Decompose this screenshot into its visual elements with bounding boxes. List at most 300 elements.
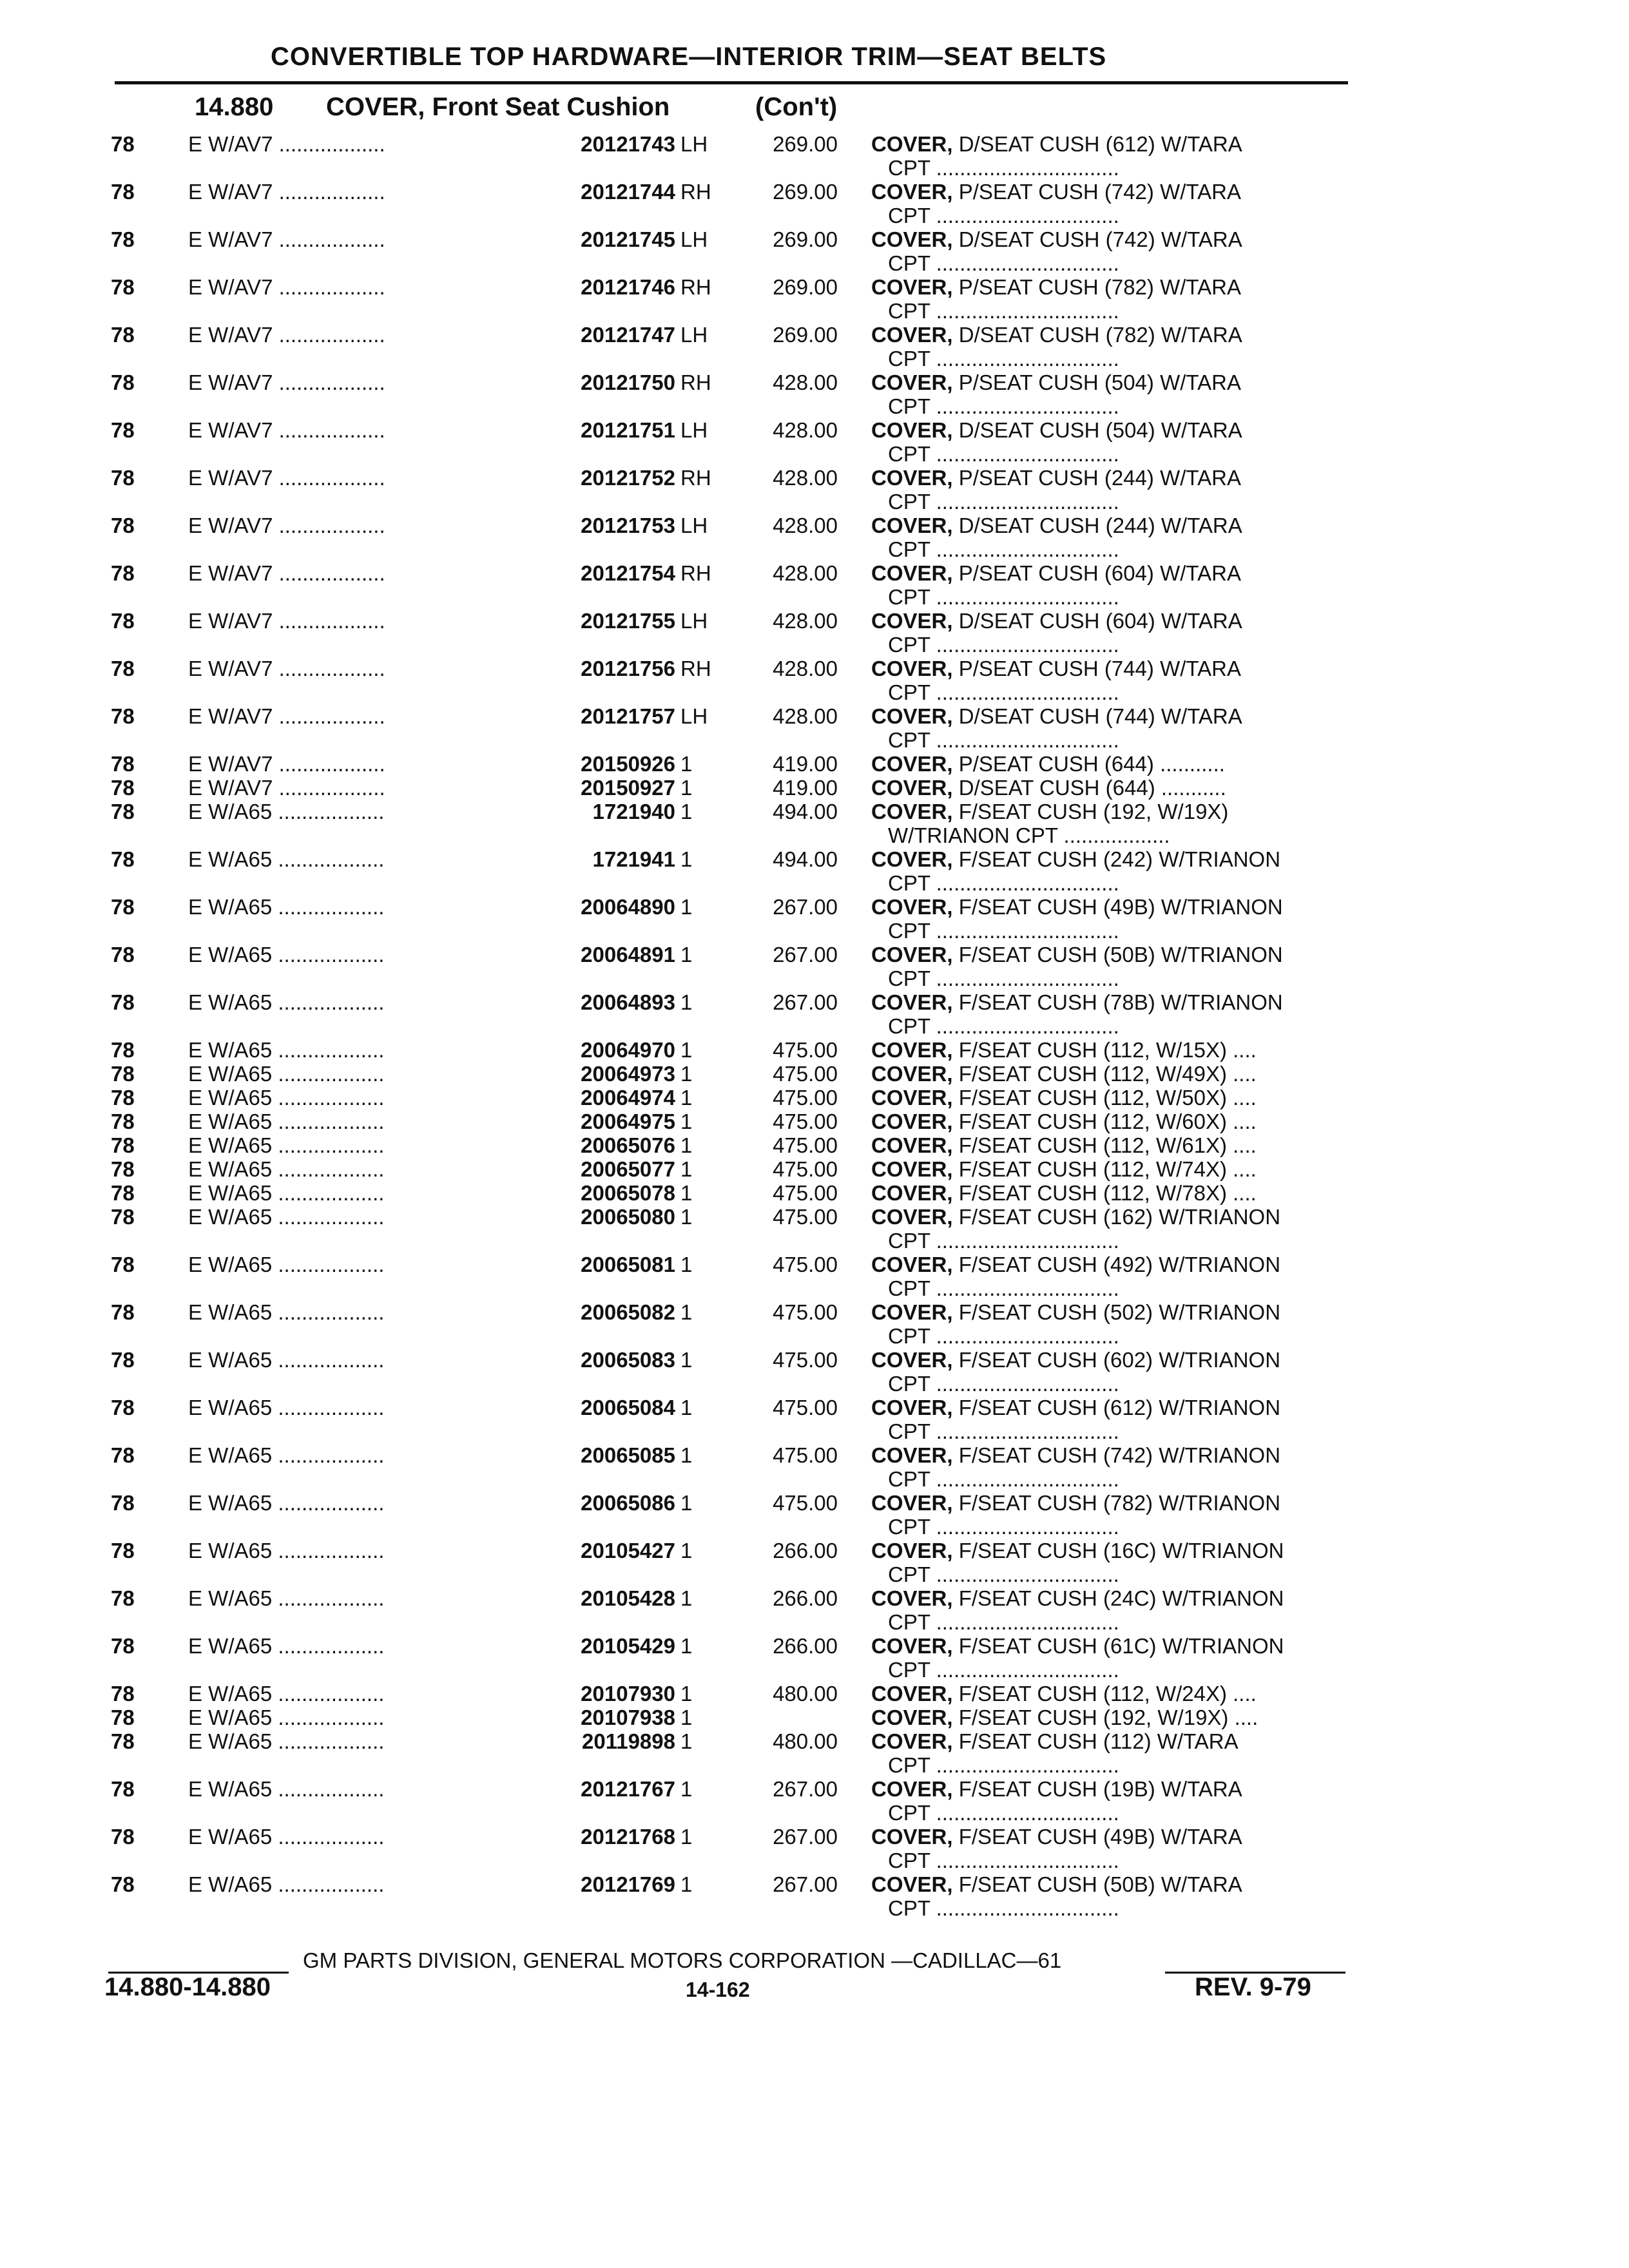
row-description-continued: CPT ............................... xyxy=(888,680,1119,704)
table-row xyxy=(0,1872,1629,1920)
table-row xyxy=(0,1682,1629,1706)
row-model: E W/A65 .................. xyxy=(188,1586,385,1610)
row-part-number: 20121744 xyxy=(477,180,675,204)
row-price: 475.00 xyxy=(773,1253,838,1276)
row-description xyxy=(871,1348,1335,1396)
row-description-continued: CPT ............................... xyxy=(888,1229,1119,1253)
footer-publisher: GM PARTS DIVISION, GENERAL MOTORS CORPORATION —CADILLAC—61 xyxy=(303,1948,1062,1972)
row-price: 428.00 xyxy=(773,704,838,728)
row-description xyxy=(871,1872,1335,1920)
row-part-number: 20121745 xyxy=(477,227,675,251)
row-description xyxy=(871,1157,1335,1181)
row-year: 78 xyxy=(111,1539,135,1562)
table-row xyxy=(0,1777,1629,1825)
table-row xyxy=(0,800,1629,847)
row-year: 78 xyxy=(111,1706,135,1729)
row-description-continued: CPT ............................... xyxy=(888,1896,1119,1920)
row-description-text: F/SEAT CUSH (78B) W/TRIANON xyxy=(952,990,1283,1014)
table-row xyxy=(0,514,1629,561)
row-description xyxy=(871,418,1335,466)
row-description-label: COVER, xyxy=(871,847,953,871)
row-quantity: 1 xyxy=(680,1205,693,1229)
row-part-number: 20064973 xyxy=(477,1062,675,1086)
row-part-number: 20065084 xyxy=(477,1396,675,1419)
row-model: E W/A65 .................. xyxy=(188,1086,385,1110)
row-price: 267.00 xyxy=(773,895,838,919)
row-description-text: F/SEAT CUSH (50B) W/TARA xyxy=(952,1872,1242,1896)
table-row xyxy=(0,1300,1629,1348)
row-model: E W/A65 .................. xyxy=(188,1634,385,1658)
row-description-label: COVER, xyxy=(871,1872,953,1896)
row-year: 78 xyxy=(111,1205,135,1229)
row-price: 475.00 xyxy=(773,1157,838,1181)
row-model: E W/A65 .................. xyxy=(188,895,385,919)
row-year: 78 xyxy=(111,1443,135,1467)
row-year: 78 xyxy=(111,227,135,251)
row-part-number: 20065085 xyxy=(477,1443,675,1467)
row-description-label: COVER, xyxy=(871,776,953,800)
parts-list xyxy=(0,132,1629,1920)
row-description xyxy=(871,514,1335,561)
row-quantity: 1 xyxy=(680,1133,693,1157)
row-year: 78 xyxy=(111,1157,135,1181)
row-description xyxy=(871,180,1335,227)
row-model: E W/AV7 .................. xyxy=(188,657,385,680)
row-price: 428.00 xyxy=(773,561,838,585)
row-model: E W/A65 .................. xyxy=(188,1062,385,1086)
row-quantity: RH xyxy=(680,657,711,680)
row-model: E W/AV7 .................. xyxy=(188,609,385,633)
row-model: E W/AV7 .................. xyxy=(188,776,385,800)
row-quantity: 1 xyxy=(680,1539,693,1562)
row-year: 78 xyxy=(111,1038,135,1062)
row-description-continued: W/TRIANON CPT .................. xyxy=(888,823,1170,847)
section-continued: (Con't) xyxy=(755,93,838,121)
row-quantity: 1 xyxy=(680,1181,693,1205)
row-part-number: 20121754 xyxy=(477,561,675,585)
footer-section-range: 14.880-14.880 xyxy=(104,1973,271,2001)
row-price: 428.00 xyxy=(773,418,838,442)
row-description-continued: CPT ............................... xyxy=(888,871,1119,895)
row-price: 266.00 xyxy=(773,1539,838,1562)
row-description-text: D/SEAT CUSH (782) W/TARA xyxy=(952,323,1242,347)
row-description-text: F/SEAT CUSH (16C) W/TRIANON xyxy=(952,1539,1284,1562)
row-description xyxy=(871,1086,1335,1110)
row-description-text: F/SEAT CUSH (49B) W/TARA xyxy=(952,1825,1242,1849)
row-description-continued: CPT ............................... xyxy=(888,585,1119,609)
row-description-text: F/SEAT CUSH (782) W/TRIANON xyxy=(952,1491,1281,1515)
row-description-continued: CPT ............................... xyxy=(888,1658,1119,1682)
table-row xyxy=(0,1586,1629,1634)
row-part-number: 20121769 xyxy=(477,1872,675,1896)
row-part-number: 20065077 xyxy=(477,1157,675,1181)
row-description-text: P/SEAT CUSH (742) W/TARA xyxy=(952,180,1241,204)
row-model: E W/A65 .................. xyxy=(188,847,385,871)
row-year: 78 xyxy=(111,323,135,347)
row-description-label: COVER, xyxy=(871,1110,953,1133)
row-description-continued: CPT ............................... xyxy=(888,1372,1119,1396)
row-quantity: 1 xyxy=(680,1491,693,1515)
row-description-continued: CPT ............................... xyxy=(888,204,1119,227)
row-model: E W/AV7 .................. xyxy=(188,323,385,347)
row-description xyxy=(871,1539,1335,1586)
row-description-continued: CPT ............................... xyxy=(888,442,1119,466)
row-description-continued: CPT ............................... xyxy=(888,347,1119,370)
row-model: E W/A65 .................. xyxy=(188,1706,385,1729)
row-price: 269.00 xyxy=(773,323,838,347)
row-description xyxy=(871,1110,1335,1133)
row-description-label: COVER, xyxy=(871,752,953,776)
row-model: E W/AV7 .................. xyxy=(188,561,385,585)
row-quantity: RH xyxy=(680,275,711,299)
row-quantity: 1 xyxy=(680,895,693,919)
row-quantity: 1 xyxy=(680,1634,693,1658)
row-quantity: 1 xyxy=(680,990,693,1014)
row-description-continued: CPT ............................... xyxy=(888,728,1119,752)
row-quantity: 1 xyxy=(680,1777,693,1801)
row-year: 78 xyxy=(111,752,135,776)
row-quantity: LH xyxy=(680,609,708,633)
row-quantity: 1 xyxy=(680,1396,693,1419)
row-year: 78 xyxy=(111,1491,135,1515)
row-description-label: COVER, xyxy=(871,1825,953,1849)
table-row xyxy=(0,1038,1629,1062)
row-part-number: 20065082 xyxy=(477,1300,675,1324)
row-quantity: 1 xyxy=(680,1348,693,1372)
row-quantity: 1 xyxy=(680,1062,693,1086)
row-part-number: 20105428 xyxy=(477,1586,675,1610)
row-quantity: LH xyxy=(680,323,708,347)
row-price: 428.00 xyxy=(773,370,838,394)
row-description-label: COVER, xyxy=(871,1443,953,1467)
row-description-text: F/SEAT CUSH (612) W/TRIANON xyxy=(952,1396,1281,1419)
row-description xyxy=(871,1062,1335,1086)
row-description-label: COVER, xyxy=(871,180,953,204)
row-description-label: COVER, xyxy=(871,1205,953,1229)
row-description-text: P/SEAT CUSH (504) W/TARA xyxy=(952,370,1241,394)
row-part-number: 20064891 xyxy=(477,943,675,966)
table-row xyxy=(0,1706,1629,1729)
row-quantity: LH xyxy=(680,704,708,728)
row-part-number: 20121750 xyxy=(477,370,675,394)
row-quantity: 1 xyxy=(680,1253,693,1276)
row-price: 267.00 xyxy=(773,1777,838,1801)
row-description-label: COVER, xyxy=(871,466,953,490)
row-description xyxy=(871,1300,1335,1348)
table-row xyxy=(0,275,1629,323)
table-row xyxy=(0,895,1629,943)
row-description-label: COVER, xyxy=(871,1038,953,1062)
table-row xyxy=(0,1157,1629,1181)
row-part-number: 20064975 xyxy=(477,1110,675,1133)
row-price: 419.00 xyxy=(773,776,838,800)
row-model: E W/A65 .................. xyxy=(188,800,385,823)
row-part-number: 20121768 xyxy=(477,1825,675,1849)
row-model: E W/A65 .................. xyxy=(188,1396,385,1419)
row-description xyxy=(871,704,1335,752)
row-description xyxy=(871,657,1335,704)
row-description-label: COVER, xyxy=(871,1157,953,1181)
table-row xyxy=(0,132,1629,180)
row-price: 494.00 xyxy=(773,800,838,823)
row-part-number: 20065078 xyxy=(477,1181,675,1205)
row-description-label: COVER, xyxy=(871,1634,953,1658)
row-model: E W/A65 .................. xyxy=(188,1491,385,1515)
row-price: 475.00 xyxy=(773,1348,838,1372)
row-description-continued: CPT ............................... xyxy=(888,919,1119,943)
row-year: 78 xyxy=(111,943,135,966)
page-title: CONVERTIBLE TOP HARDWARE—INTERIOR TRIM—SEAT BELTS xyxy=(271,43,1107,71)
row-quantity: 1 xyxy=(680,1086,693,1110)
row-description-label: COVER, xyxy=(871,418,953,442)
table-row xyxy=(0,1634,1629,1682)
row-description-text: F/SEAT CUSH (602) W/TRIANON xyxy=(952,1348,1281,1372)
row-part-number: 20121743 xyxy=(477,132,675,156)
row-quantity: 1 xyxy=(680,1729,693,1753)
row-year: 78 xyxy=(111,847,135,871)
row-description-continued: CPT ............................... xyxy=(888,537,1119,561)
row-quantity: 1 xyxy=(680,1586,693,1610)
row-description-continued: CPT ............................... xyxy=(888,394,1119,418)
row-model: E W/A65 .................. xyxy=(188,1682,385,1706)
row-year: 78 xyxy=(111,776,135,800)
table-row xyxy=(0,1086,1629,1110)
table-row xyxy=(0,1062,1629,1086)
row-quantity: 1 xyxy=(680,847,693,871)
row-description-text: F/SEAT CUSH (50B) W/TRIANON xyxy=(952,943,1283,966)
table-row xyxy=(0,1491,1629,1539)
row-description-continued: CPT ............................... xyxy=(888,966,1119,990)
row-year: 78 xyxy=(111,1872,135,1896)
row-description-text: F/SEAT CUSH (24C) W/TRIANON xyxy=(952,1586,1284,1610)
row-description xyxy=(871,1396,1335,1443)
table-row xyxy=(0,1443,1629,1491)
row-year: 78 xyxy=(111,1396,135,1419)
footer-page-number: 14-162 xyxy=(686,1978,750,2001)
row-price: 475.00 xyxy=(773,1038,838,1062)
row-description-label: COVER, xyxy=(871,895,953,919)
row-price: 267.00 xyxy=(773,1825,838,1849)
row-description xyxy=(871,1586,1335,1634)
row-description xyxy=(871,1181,1335,1205)
row-model: E W/AV7 .................. xyxy=(188,132,385,156)
row-description-text: F/SEAT CUSH (112, W/60X) .... xyxy=(952,1110,1257,1133)
row-year: 78 xyxy=(111,1133,135,1157)
row-description-text: D/SEAT CUSH (612) W/TARA xyxy=(952,132,1242,156)
table-row xyxy=(0,943,1629,990)
row-price: 475.00 xyxy=(773,1491,838,1515)
row-model: E W/A65 .................. xyxy=(188,1110,385,1133)
row-description-text: P/SEAT CUSH (604) W/TARA xyxy=(952,561,1241,585)
row-quantity: 1 xyxy=(680,1038,693,1062)
row-model: E W/A65 .................. xyxy=(188,1729,385,1753)
row-description-continued: CPT ............................... xyxy=(888,1849,1119,1872)
table-row xyxy=(0,180,1629,227)
row-model: E W/A65 .................. xyxy=(188,1348,385,1372)
row-description-continued: CPT ............................... xyxy=(888,1801,1119,1825)
row-description xyxy=(871,1777,1335,1825)
row-description-text: D/SEAT CUSH (742) W/TARA xyxy=(952,227,1242,251)
row-description-text: F/SEAT CUSH (162) W/TRIANON xyxy=(952,1205,1281,1229)
row-description xyxy=(871,227,1335,275)
row-description-continued: CPT ............................... xyxy=(888,1515,1119,1539)
row-model: E W/AV7 .................. xyxy=(188,466,385,490)
row-description-text: D/SEAT CUSH (744) W/TARA xyxy=(952,704,1242,728)
row-description-continued: CPT ............................... xyxy=(888,1324,1119,1348)
row-part-number: 20107938 xyxy=(477,1706,675,1729)
row-year: 78 xyxy=(111,1729,135,1753)
row-model: E W/AV7 .................. xyxy=(188,180,385,204)
row-description xyxy=(871,1729,1335,1777)
row-year: 78 xyxy=(111,1682,135,1706)
row-quantity: LH xyxy=(680,132,708,156)
row-quantity: RH xyxy=(680,561,711,585)
row-description-text: F/SEAT CUSH (192, W/19X) xyxy=(952,800,1229,823)
row-part-number: 20121747 xyxy=(477,323,675,347)
row-part-number: 20105429 xyxy=(477,1634,675,1658)
row-year: 78 xyxy=(111,1586,135,1610)
row-model: E W/A65 .................. xyxy=(188,1253,385,1276)
row-price: 475.00 xyxy=(773,1133,838,1157)
row-price: 428.00 xyxy=(773,657,838,680)
row-model: E W/AV7 .................. xyxy=(188,418,385,442)
row-description-text: D/SEAT CUSH (644) ........... xyxy=(952,776,1226,800)
row-description xyxy=(871,752,1335,776)
table-row xyxy=(0,323,1629,370)
row-model: E W/A65 .................. xyxy=(188,1777,385,1801)
row-description-label: COVER, xyxy=(871,1181,953,1205)
header-rule xyxy=(115,81,1348,84)
row-description-label: COVER, xyxy=(871,1300,953,1324)
row-part-number: 20150927 xyxy=(477,776,675,800)
row-year: 78 xyxy=(111,466,135,490)
row-description-label: COVER, xyxy=(871,1133,953,1157)
row-description-text: F/SEAT CUSH (112, W/61X) .... xyxy=(952,1133,1257,1157)
row-description xyxy=(871,1443,1335,1491)
row-price: 428.00 xyxy=(773,609,838,633)
row-description-label: COVER, xyxy=(871,1586,953,1610)
row-quantity: 1 xyxy=(680,1825,693,1849)
row-description-text: F/SEAT CUSH (492) W/TRIANON xyxy=(952,1253,1281,1276)
row-model: E W/AV7 .................. xyxy=(188,514,385,537)
row-quantity: 1 xyxy=(680,1300,693,1324)
row-price: 475.00 xyxy=(773,1110,838,1133)
row-description-text: F/SEAT CUSH (112) W/TARA xyxy=(952,1729,1239,1753)
row-description xyxy=(871,1253,1335,1300)
row-description xyxy=(871,323,1335,370)
row-quantity: 1 xyxy=(680,752,693,776)
table-row xyxy=(0,847,1629,895)
row-price: 267.00 xyxy=(773,1872,838,1896)
row-description-text: F/SEAT CUSH (242) W/TRIANON xyxy=(952,847,1281,871)
row-description xyxy=(871,1825,1335,1872)
row-quantity: 1 xyxy=(680,1110,693,1133)
row-model: E W/A65 .................. xyxy=(188,1443,385,1467)
row-description-continued: CPT ............................... xyxy=(888,1419,1119,1443)
row-model: E W/A65 .................. xyxy=(188,1133,385,1157)
row-price: 480.00 xyxy=(773,1682,838,1706)
row-description-text: F/SEAT CUSH (502) W/TRIANON xyxy=(952,1300,1281,1324)
row-price: 428.00 xyxy=(773,466,838,490)
row-model: E W/A65 .................. xyxy=(188,1300,385,1324)
row-model: E W/AV7 .................. xyxy=(188,752,385,776)
row-description xyxy=(871,1634,1335,1682)
row-quantity: LH xyxy=(680,418,708,442)
section-number: 14.880 xyxy=(195,93,274,121)
row-description-continued: CPT ............................... xyxy=(888,1610,1119,1634)
row-price: 475.00 xyxy=(773,1086,838,1110)
row-year: 78 xyxy=(111,1300,135,1324)
row-year: 78 xyxy=(111,1181,135,1205)
row-year: 78 xyxy=(111,1086,135,1110)
row-quantity: 1 xyxy=(680,1682,693,1706)
row-quantity: 1 xyxy=(680,800,693,823)
row-model: E W/AV7 .................. xyxy=(188,704,385,728)
row-description-label: COVER, xyxy=(871,990,953,1014)
row-model: E W/A65 .................. xyxy=(188,943,385,966)
row-description-continued: CPT ............................... xyxy=(888,1276,1119,1300)
row-year: 78 xyxy=(111,895,135,919)
row-part-number: 20121767 xyxy=(477,1777,675,1801)
row-model: E W/AV7 .................. xyxy=(188,275,385,299)
row-description-label: COVER, xyxy=(871,1539,953,1562)
row-model: E W/A65 .................. xyxy=(188,1872,385,1896)
row-description-text: F/SEAT CUSH (112, W/78X) .... xyxy=(952,1181,1257,1205)
table-row xyxy=(0,1825,1629,1872)
row-description xyxy=(871,1038,1335,1062)
row-model: E W/A65 .................. xyxy=(188,1181,385,1205)
row-description-continued: CPT ............................... xyxy=(888,1562,1119,1586)
row-year: 78 xyxy=(111,1110,135,1133)
row-description-label: COVER, xyxy=(871,275,953,299)
row-model: E W/A65 .................. xyxy=(188,1205,385,1229)
row-model: E W/AV7 .................. xyxy=(188,370,385,394)
row-description-text: D/SEAT CUSH (604) W/TARA xyxy=(952,609,1242,633)
row-description xyxy=(871,895,1335,943)
row-part-number: 20107930 xyxy=(477,1682,675,1706)
row-model: E W/A65 .................. xyxy=(188,990,385,1014)
row-part-number: 1721940 xyxy=(477,800,675,823)
row-model: E W/A65 .................. xyxy=(188,1157,385,1181)
row-part-number: 20064893 xyxy=(477,990,675,1014)
row-description-label: COVER, xyxy=(871,1253,953,1276)
table-row xyxy=(0,370,1629,418)
row-description xyxy=(871,1706,1335,1729)
row-description-label: COVER, xyxy=(871,1086,953,1110)
row-part-number: 20121753 xyxy=(477,514,675,537)
row-description-text: F/SEAT CUSH (49B) W/TRIANON xyxy=(952,895,1283,919)
row-description xyxy=(871,800,1335,847)
row-description-continued: CPT ............................... xyxy=(888,1014,1119,1038)
table-row xyxy=(0,418,1629,466)
row-part-number: 20121756 xyxy=(477,657,675,680)
table-row xyxy=(0,1396,1629,1443)
table-row xyxy=(0,657,1629,704)
row-description-label: COVER, xyxy=(871,704,953,728)
row-part-number: 20065080 xyxy=(477,1205,675,1229)
table-row xyxy=(0,704,1629,752)
row-part-number: 20121746 xyxy=(477,275,675,299)
table-row xyxy=(0,466,1629,514)
row-year: 78 xyxy=(111,657,135,680)
row-part-number: 20065076 xyxy=(477,1133,675,1157)
row-description-text: P/SEAT CUSH (744) W/TARA xyxy=(952,657,1241,680)
row-description xyxy=(871,1205,1335,1253)
row-part-number: 1721941 xyxy=(477,847,675,871)
row-description-text: F/SEAT CUSH (112, W/50X) .... xyxy=(952,1086,1257,1110)
row-quantity: 1 xyxy=(680,1706,693,1729)
row-part-number: 20119898 xyxy=(477,1729,675,1753)
